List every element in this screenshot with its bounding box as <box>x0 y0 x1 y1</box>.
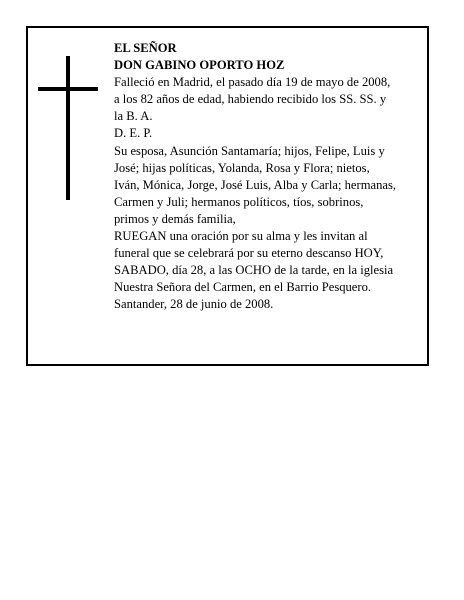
notice-line: Carmen y Juli; hermanos políticos, tíos, sobrinos, <box>114 194 364 209</box>
notice-line: Nuestra Señora del Carmen, en el Barrio Pesquero. <box>114 280 372 295</box>
notice-line-date: Santander, 28 de junio de 2008. <box>114 297 274 312</box>
notice-line: Falleció en Madrid, el pasado día 19 de mayo de 2008, <box>114 75 391 90</box>
obituary-notice <box>26 26 429 366</box>
notice-heading-title: EL SEÑOR <box>114 41 177 55</box>
notice-line: funeral que se celebrará por su eterno descanso HOY, <box>114 246 384 261</box>
notice-line: RUEGAN una oración por su alma y les invitan al <box>114 229 368 244</box>
cross-horizontal-bar <box>38 87 98 91</box>
notice-line: Iván, Mónica, Jorge, José Luis, Alba y Carla; hermanas, <box>114 177 397 192</box>
notice-body <box>114 40 424 314</box>
deceased-name: DON GABINO OPORTO HOZ <box>114 58 285 73</box>
cross-vertical-bar <box>66 56 70 200</box>
notice-line: SABADO, día 28, a las OCHO de la tarde, en la iglesia <box>114 263 394 278</box>
notice-line: Su esposa, Asunción Santamaría; hijos, Felipe, Luis y <box>114 143 385 158</box>
notice-line: primos y demás familia, <box>114 211 236 226</box>
notice-line-dep: D. E. P. <box>114 126 153 141</box>
notice-line: a los 82 años de edad, habiendo recibido los SS. SS. y <box>114 92 387 107</box>
notice-line: la B. A. <box>114 109 153 124</box>
cross-icon <box>38 56 98 200</box>
notice-line: José; hijas políticas, Yolanda, Rosa y Flora; nietos, <box>114 160 370 175</box>
